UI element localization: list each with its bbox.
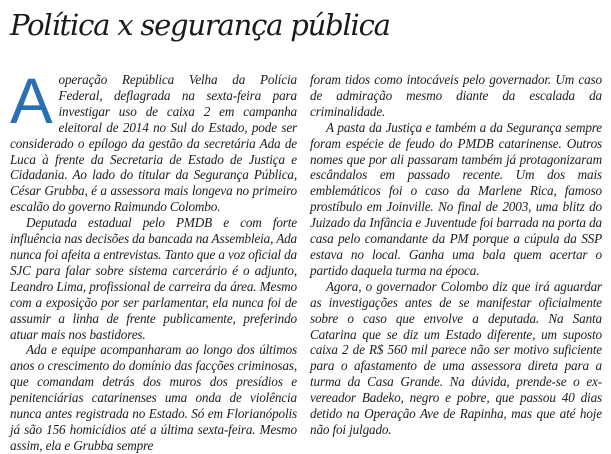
- paragraph-3: Ada e equipe acompanharam ao longo dos últimos anos o crescimento do domínio das facções criminosas, que comandam detrás dos muros dos presídios e penitenciárias catarinenses uma onda de violência nunca antes registrada no Estado. Só em Florianópolis já são 156 homicídios até a última sexta-feira. Mesmo assim, ela e Grubba sempre: [10, 342, 297, 453]
- article-column-left: [10, 65, 297, 454]
- paragraph-4: A pasta da Justiça e também a da Segurança sempre foram espécie de feudo do PMDB catarinense. Outros nomes que por ali passaram também já protagonizaram escândalos em passado recente. Um dos mais emblemáticos foi o caso da Marlene Rica, famoso prostíbulo em Joinville. No final de 2003, uma blitz do Juizado da Infância e Juventude foi barrada na porta da casa pelo comandante da PM porque a cúpula da SSP estava no local. Ganha uma bala quem acertar o partido daquela turma na época.: [310, 119, 602, 278]
- paragraph-3-continued: foram tidos como intocáveis pelo governador. Um caso de admiração mesmo diante da escalada da criminalidade.: [310, 72, 602, 119]
- paragraph-1-text: operação República Velha da Polícia Federal, deflagrada na sexta-feira para investigar uso de caixa 2 em campanha eleitoral de 2014 no Sul do Estado, pode ser considerado o epílogo da gestão da secretária Ada de Luca à frente da Secretaria de Estado de Justiça e Cidadania. Ao lado do titular da Segurança Pública, César Grubba, é a assessora mais longeva no primeiro escalão do governo Raimundo Colombo.: [10, 72, 297, 215]
- drop-cap: A: [10, 65, 53, 137]
- headline: Política x segurança pública: [10, 8, 390, 42]
- paragraph-5: Agora, o governador Colombo diz que irá aguardar as investigações antes de se manifestar oficialmente sobre o caso que envolve a deputada. Na Santa Catarina que se diz um Estado diferente, um suposto caixa 2 de R$ 560 mil parece não ser motivo suficiente para o afastamento de uma assessora direta para a turma da Casa Grande. Na dúvida, prende-se o ex-vereador Badeko, negro e pobre, que passou 40 dias detido na Operação Ave de Rapinha, mas que até hoje não foi julgado.: [310, 278, 602, 437]
- article-column-right: [310, 72, 602, 438]
- paragraph-2: Deputada estadual pelo PMDB e com forte influência nas decisões da bancada na Assembleia, Ada nunca foi afeita a entrevistas. Tanto que a voz oficial da SJC para falar sobre sistema carcerário é o adjunto, Leandro Lima, profissional de carreira da área. Mesmo com a exposição por ser parlamentar, ela nunca foi de assumir a linha de frente publicamente, preferindo atuar mais nos bastidores.: [10, 215, 297, 342]
- paragraph-1: [10, 65, 297, 215]
